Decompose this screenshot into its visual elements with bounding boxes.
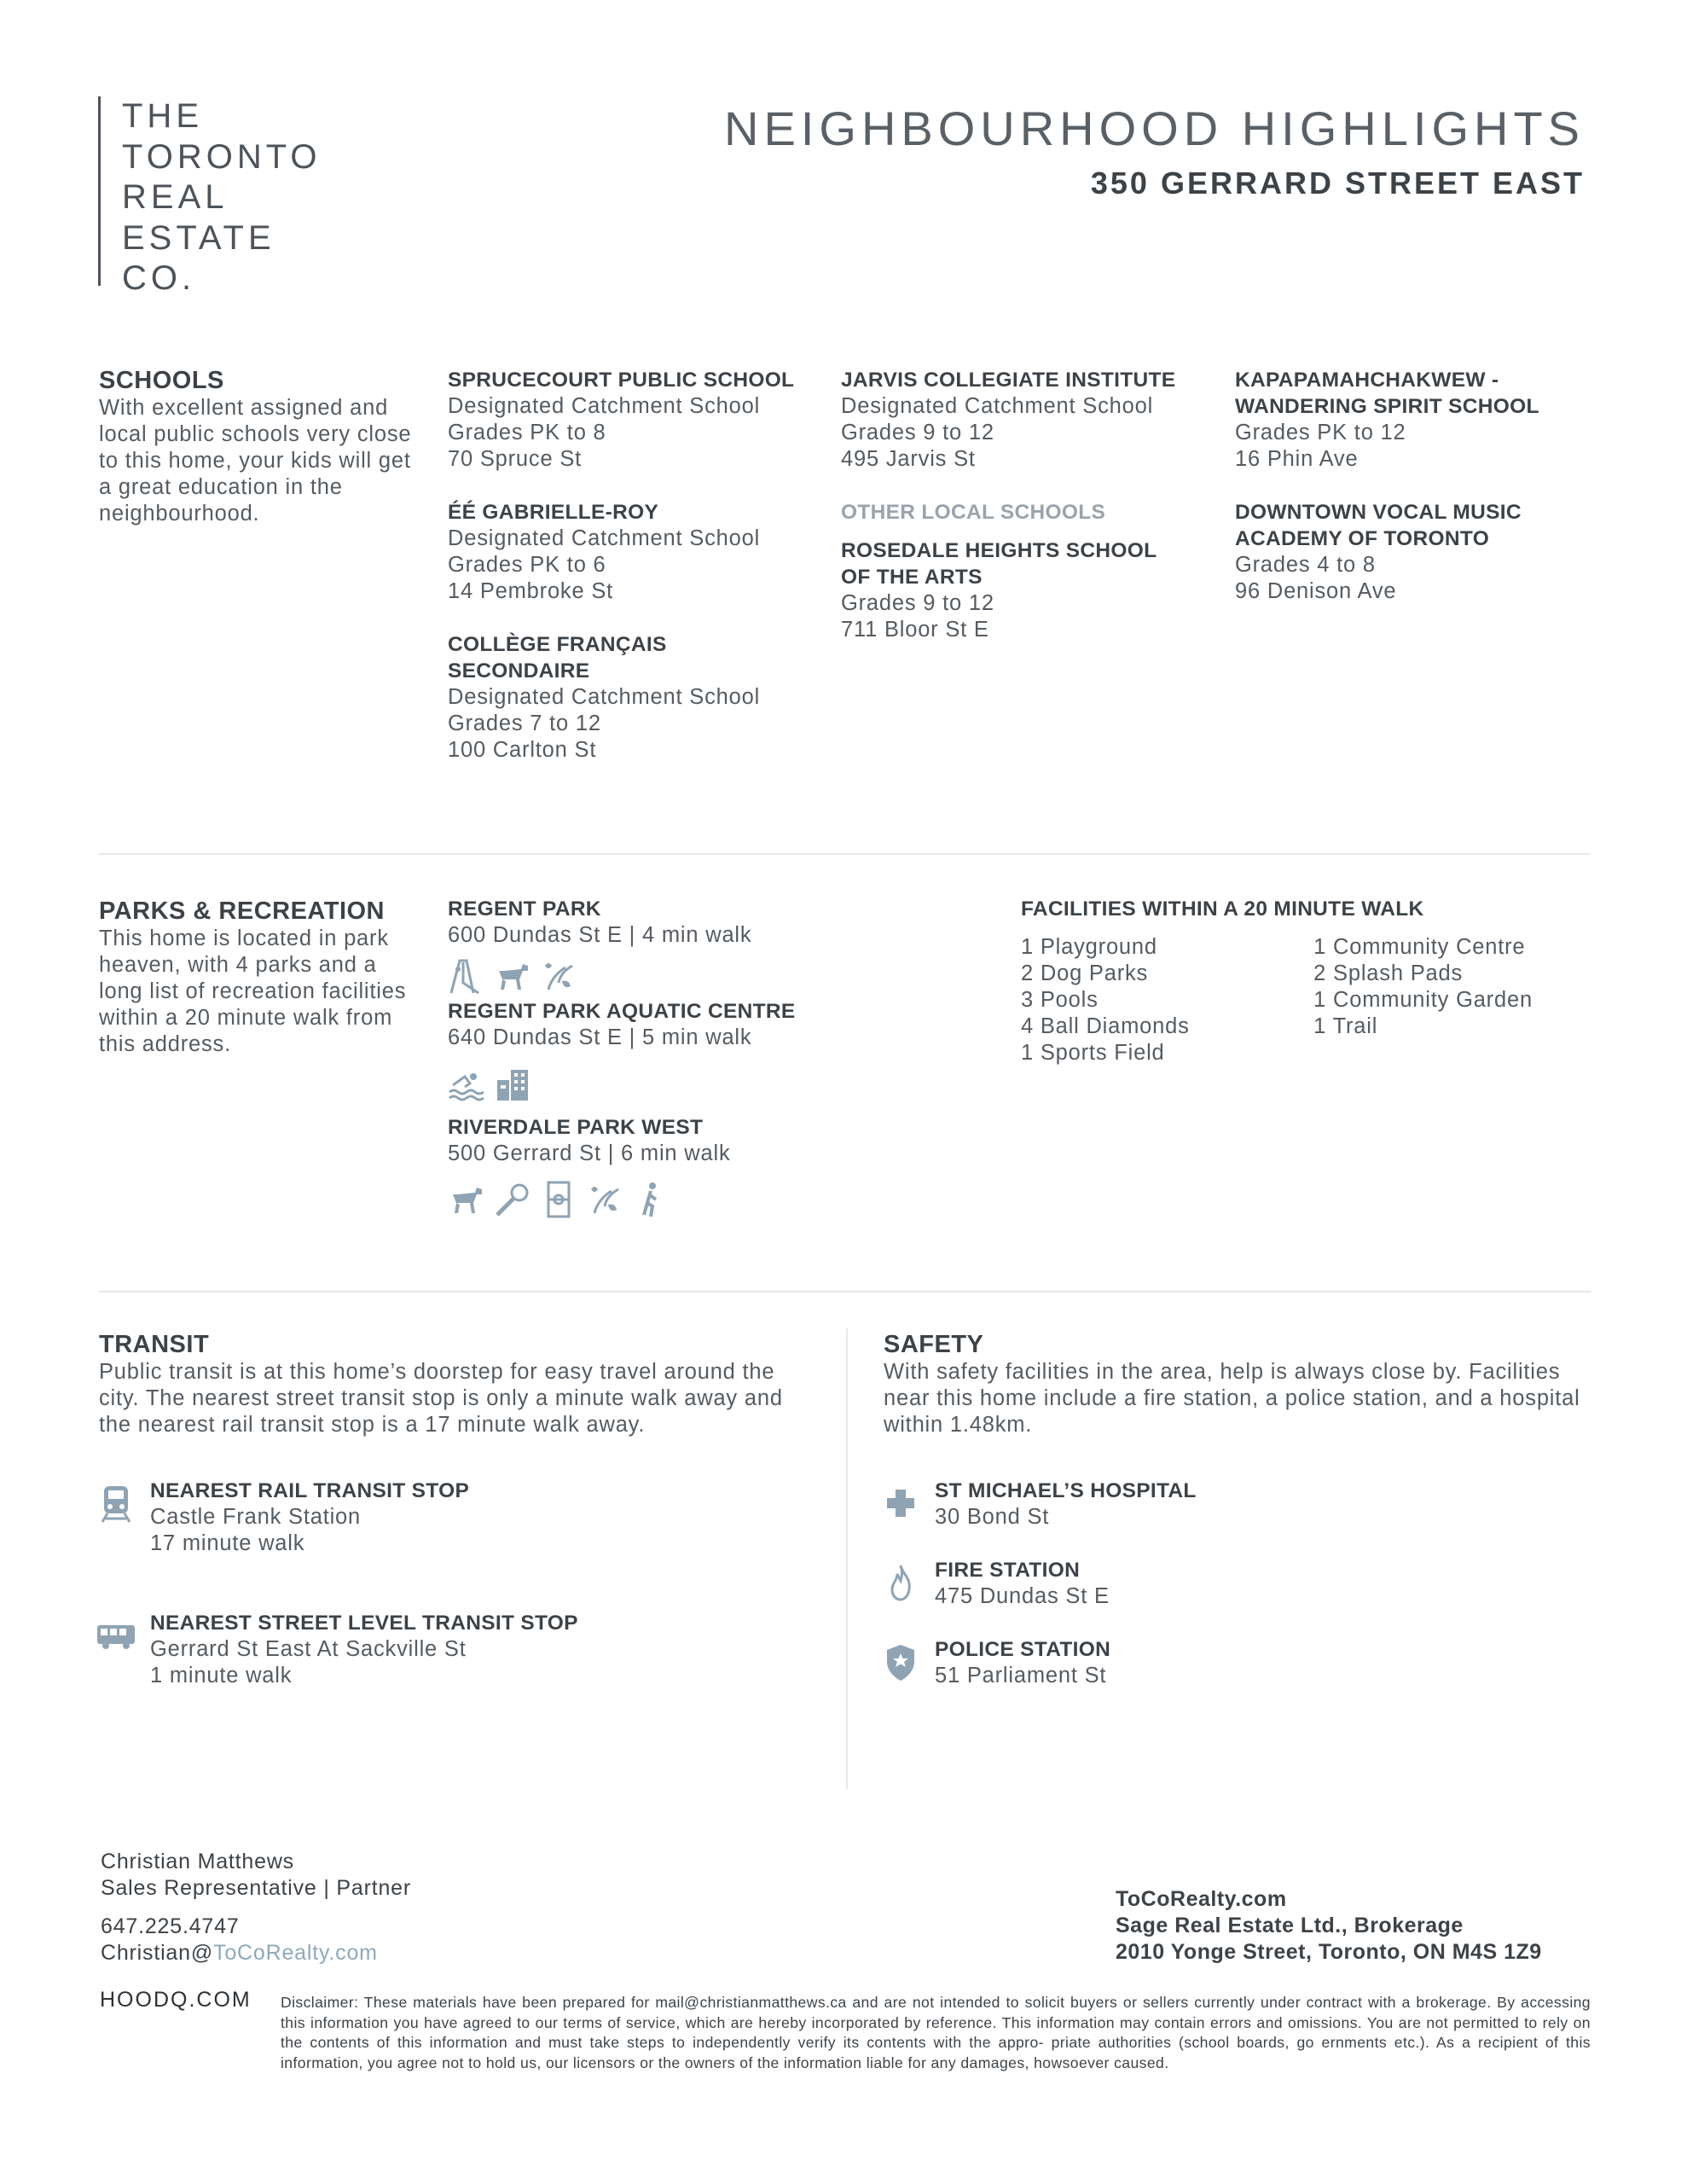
school-name: KAPAPAMAHCHAKWEW - WANDERING SPIRIT SCHOOL [1235,369,1539,418]
school-name: JARVIS COLLEGIATE INSTITUTE [841,369,1176,392]
school-detail: 100 Carlton St [448,738,597,762]
school-detail: Grades PK to 12 [1235,421,1406,444]
school-item [448,499,815,605]
email-domain: ToCoRealty.com [213,1941,378,1965]
parks-heading: PARKS & RECREATION [99,897,385,925]
other-schools-label: OTHER LOCAL SCHOOLS [841,501,1106,524]
hospital-name: ST MICHAEL’S HOSPITAL [935,1479,1197,1502]
school-detail: Designated Catchment School [448,394,761,418]
hospital-address: 30 Bond St [935,1505,1050,1529]
transit-heading: TRANSIT [99,1331,210,1358]
fire-icon [884,1562,918,1603]
school-detail: Grades PK to 8 [448,421,606,444]
schools-description: With excellent assigned and local public schools very close to this home, your kids will get a great education in the neighbourhood. [99,396,412,526]
school-name: ROSEDALE HEIGHTS SCHOOL OF THE ARTS [841,539,1157,589]
park-name: REGENT PARK [448,897,601,921]
facility-item: 1 Playground [1021,935,1157,959]
playground-icon [448,957,485,995]
street-stop-info [150,1610,578,1689]
park-name: REGENT PARK AQUATIC CENTRE [448,1000,796,1023]
facility-item: 4 Ball Diamonds [1021,1014,1190,1038]
brokerage-name: Sage Real Estate Ltd., Brokerage [1116,1914,1464,1937]
bus-icon [96,1615,136,1656]
rail-stop-title: NEAREST RAIL TRANSIT STOP [150,1479,470,1502]
facility-item: 2 Splash Pads [1313,961,1464,985]
facility-item: 1 Sports Field [1021,1041,1165,1065]
hospital-info [935,1478,1197,1531]
page-title: NEIGHBOURHOOD HIGHLIGHTS [724,102,1585,155]
agent-email[interactable] [101,1940,698,1966]
street-stop-title: NEAREST STREET LEVEL TRANSIT STOP [150,1612,578,1635]
transit-description: Public transit is at this home’s doorstep for easy travel around the city. The nearest street transit stop is only a minute walk away and the nearest rail transit stop is a 17 minute walk away. [99,1360,783,1437]
agent-name: Christian Matthews [101,1850,294,1873]
safety-description: With safety facilities in the area, help is always close by. Facilities near this home include a fire station, a police station, and a hospital within 1.48km. [884,1360,1580,1437]
facilities-list [1021,934,1592,1066]
park-item [448,998,840,1104]
logo-line: THE [122,97,203,135]
school-detail: Designated Catchment School [448,526,761,550]
park-detail: 500 Gerrard St | 6 min walk [448,1141,731,1165]
police-station-address: 51 Parliament St [935,1664,1107,1687]
agent-role: Sales Representative | Partner [101,1876,412,1900]
school-detail: Grades 7 to 12 [448,712,601,735]
park-item [448,896,840,996]
school-detail: Designated Catchment School [841,394,1154,418]
schools-column-2 [841,367,1208,670]
dog-park-icon [494,957,531,995]
facilities-heading: FACILITIES WITHIN A 20 MINUTE WALK [1021,897,1424,921]
school-detail: Grades 9 to 12 [841,591,994,615]
park-amenity-icons [448,1179,840,1220]
transit-section [99,1331,820,1689]
ball-diamond-icon [494,1181,531,1218]
park-detail: 640 Dundas St E | 5 min walk [448,1025,752,1049]
hospital-cross-icon [884,1483,918,1524]
schools-column-1 [448,367,815,790]
fire-station-address: 475 Dundas St E [935,1584,1110,1608]
section-divider [99,1291,1591,1292]
rail-stop-info [150,1478,469,1557]
school-detail: 96 Denison Ave [1235,579,1397,603]
property-address: 350 GERRARD STREET EAST [1090,166,1585,200]
column-divider [846,1328,848,1789]
parks-list [448,896,840,1230]
school-detail: Grades 4 to 8 [1235,553,1376,577]
train-icon [99,1483,133,1524]
rail-transit-stop [99,1478,820,1557]
parks-description: This home is located in park heaven, with 4 parks and a long list of recreation facilities within a 20 minute walk from this address. [99,926,407,1056]
rail-stop-walk: 17 minute walk [150,1531,305,1555]
park-name: RIVERDALE PARK WEST [448,1116,704,1139]
facility-item: 2 Dog Parks [1021,961,1149,985]
school-name: SPRUCECOURT PUBLIC SCHOOL [448,369,795,392]
community-centre-icon [494,1065,531,1102]
school-detail: 711 Bloor St E [841,618,989,642]
fire-station-name: FIRE STATION [935,1559,1081,1582]
school-item [841,537,1182,643]
rail-stop-name: Castle Frank Station [150,1505,362,1529]
school-detail: Designated Catchment School [448,685,761,709]
school-item [1235,367,1576,473]
school-name: DOWNTOWN VOCAL MUSIC ACADEMY OF TORONTO [1235,501,1522,550]
email-prefix: Christian@ [101,1941,214,1965]
hoodq-link[interactable]: HOODQ.COM [100,1988,252,2012]
school-item [1235,499,1576,605]
brokerage-address: 2010 Yonge Street, Toronto, ON M4S 1Z9 [1116,1940,1542,1964]
street-stop-name: Gerrard St East At Sackville St [150,1637,467,1661]
school-detail: 70 Spruce St [448,447,583,471]
facilities-column-left [1021,934,1313,1066]
hospital-item [884,1478,1591,1531]
splash-pad-icon [586,1181,623,1218]
schools-intro [99,367,415,527]
disclaimer-text: Disclaimer: These materials have been prepared for mail@christianmatthews.ca and are not intended to solicit buyers or sellers currently under contract with a brokerage. By accessing this information you have agreed to our terms of service, which are hereby incorporated by reference. This information may contain errors and omissions. You are not permitted to rely on the contents of this information and must take steps to independently verify its contents with the appro- priate authorities (school boards, go ernments etc.). As a recipient of this information, you agree not to hold us, our licensors or the owners of the information liable for any damages, howsoever caused. [281,1994,1591,2071]
agent-contact [101,1849,698,1966]
park-amenity-icons [448,1063,840,1104]
park-detail: 600 Dundas St E | 4 min walk [448,923,752,947]
school-detail: 16 Phin Ave [1235,447,1359,471]
school-detail: 14 Pembroke St [448,579,614,603]
school-name: COLLÈGE FRANÇAIS SECONDAIRE [448,633,667,682]
facilities-panel [1021,896,1592,1066]
logo-line: ESTATE [122,218,275,257]
school-item [448,631,761,764]
school-detail: 495 Jarvis St [841,447,976,471]
safety-section [884,1331,1591,1689]
splash-pad-icon [540,957,577,995]
school-item [448,367,815,473]
dog-park-icon [448,1181,485,1218]
school-name: ÉÉ GABRIELLE-ROY [448,501,659,524]
brokerage-info [1116,1886,1593,1966]
fire-station-item [884,1557,1591,1610]
logo-line: TORONTO [122,137,322,176]
street-transit-stop [99,1610,820,1689]
park-item [448,1114,840,1220]
trail-icon [632,1181,670,1218]
facility-item: 1 Community Garden [1313,988,1533,1012]
logo-line: REAL [122,178,229,216]
schools-column-3 [1235,367,1576,631]
school-detail: Grades 9 to 12 [841,421,994,444]
school-detail: Grades PK to 6 [448,553,606,577]
logo-line: CO. [122,259,196,297]
facility-item: 1 Community Centre [1313,935,1526,959]
facility-item: 3 Pools [1021,988,1099,1012]
park-amenity-icons [448,956,840,996]
school-item [841,367,1208,473]
schools-heading: SCHOOLS [99,367,224,394]
facility-item: 1 Trail [1313,1014,1378,1038]
police-shield-icon [884,1641,918,1682]
company-logo [98,96,322,297]
police-station-item [884,1636,1591,1689]
agent-phone[interactable]: 647.225.4747 [101,1914,240,1938]
police-station-name: POLICE STATION [935,1638,1111,1661]
safety-heading: SAFETY [884,1331,984,1358]
pool-icon [448,1065,485,1102]
facilities-column-right [1313,934,1592,1066]
fire-station-info [935,1557,1110,1610]
sports-field-icon [540,1181,577,1218]
street-stop-walk: 1 minute walk [150,1664,293,1687]
parks-intro [99,897,415,1058]
section-divider [99,853,1591,855]
website-link[interactable]: ToCoRealty.com [1116,1887,1287,1911]
police-station-info [935,1636,1110,1689]
